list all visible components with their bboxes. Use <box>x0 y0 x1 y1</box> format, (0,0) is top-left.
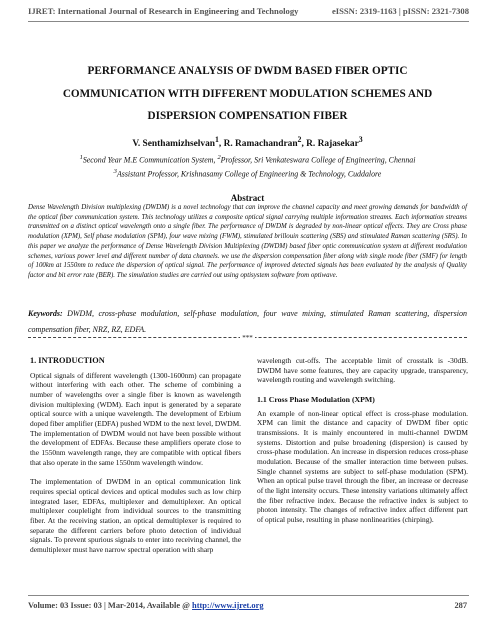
page-footer <box>28 601 467 610</box>
body-paragraph: wavelength cut-offs. The acceptable limit of crosstalk is -30dB. DWDM have some features, they are capacity upgrade, transparency, wavelength routing and wavelength switching. <box>257 356 468 385</box>
author-name: R. Ramachandran <box>223 139 298 150</box>
page-header <box>28 6 469 16</box>
divider-mark: *** <box>242 334 253 342</box>
author-name: R. Rajasekar <box>306 139 359 150</box>
author-list: V. Senthamizhselvan$^1$, R. Ramachandran$^2$, R. Rajasekar$^3$ <box>132 135 363 150</box>
title-line: DISPERSION COMPENSATION FIBER <box>147 110 348 122</box>
body-paragraph: An example of non-linear optical effect is cross-phase modulation. XPM can limit the distance and capacity of DWDM fiber optic transmissions. It is mainly encountered in multi-channel DWDM systems. Distortion and pulse broadening (dispersion) is caused by cross-phase modulation. An increase in dispersion reduces cross-phase modulation. Because of the smaller interaction time between pulses. Single channel systems are subject to self-phase modulation (SPM). When an optical pulse travel through the fiber, an increase or decrease of the light intensity occurs. These intensity variations ultimately affect the fiber refractive index. Because the refractive index is subject to photon intensity. The changes of refractive index affect different part of optical pulse, resulting in phase nonlinearities (chirping). <box>257 408 468 524</box>
keywords-text: DWDM, cross-phase modulation, self-phase modulation, four wave mixing, stimulated Raman scattering, dispersion compensation fiber, NRZ, RZ, EDFA. <box>28 309 467 334</box>
author-sup: 1 <box>214 135 219 144</box>
xpm-heading: 1.1 Cross Phase Modulation (XPM) <box>257 394 375 404</box>
left-column <box>30 356 241 554</box>
abstract-text: Dense Wavelength Division multiplexing (DWDM) is a novel technology that can improve the channel capacity and meet growing demands for bandwidth of the optical fiber communication system. This technology utilizes a composite optical signal carrying multiple information streams. Each information streams transmitted on a distinct optical wavelength onto a single fiber. The performance of DWDM is degraded by non-linear optical effects. They are Cross phase modulation (XPM), Self phase modulation (SPM), four wave mixing (FWM), stimulated brillouin scattering (SBS) and stimulated Raman scattering (SRS). In this paper we analyze the performance of Dense Wavelength Division Multiplexing (DWDM) based fiber optic communication system at different modulation schemes, various power level and different number of data channels. we use the dispersion compensation fiber along with single mode fiber (SMF) for length of 100km at 1550nm to reduce the dispersion of optical signal. The performance of improved detected signals has been evaluated by the analysis of Quality factor and bit error rate (BER). The simulation studies are carried out using optisystem software from optiwave. <box>28 204 467 279</box>
section-divider <box>28 334 467 346</box>
volume-text: Volume: 03 Issue: 03 | Mar-2014, Available @ <box>28 601 193 610</box>
author-name: V. Senthamizhselvan <box>132 139 215 150</box>
title-line: PERFORMANCE ANALYSIS OF DWDM BASED FIBER OPTIC <box>87 65 408 77</box>
issn-info: eISSN: 2319-1163 | pISSN: 2321-7308 <box>331 6 469 16</box>
paper-title <box>30 60 465 128</box>
journal-link[interactable]: http://www.ijret.org <box>192 601 264 610</box>
abstract-heading: Abstract <box>230 193 265 203</box>
affiliation-line <box>30 166 465 180</box>
footer-rule <box>28 595 469 596</box>
keywords-label: Keywords: <box>28 309 63 318</box>
author-sup: 3 <box>358 135 363 144</box>
intro-heading: 1. INTRODUCTION <box>30 356 105 365</box>
affiliations <box>30 152 465 179</box>
right-column <box>257 356 468 525</box>
affil-sup: 2 <box>217 154 221 161</box>
affil-sup: 3 <box>113 167 117 175</box>
affil-text: Assistant Professor, Krishnasamy College of Engineering & Technology, Cuddalore <box>116 169 382 179</box>
header-rule <box>28 21 469 22</box>
affil-text: Second Year M.E Communication System, <box>82 155 218 165</box>
title-line: COMMUNICATION WITH DIFFERENT MODULATION SCHEMES AND <box>62 87 433 100</box>
keywords <box>28 306 467 337</box>
footer-volume <box>28 601 264 610</box>
affil-sup: 1 <box>79 154 83 161</box>
page-number: 287 <box>454 601 467 610</box>
affil-text: Professor, Sri Venkateswara College of Engineering, Chennai <box>220 155 416 165</box>
body-paragraph: Optical signals of different wavelength (1300-1600nm) can propagate without interfering with each other. The scheme of combining a number of wavelengths over a single fiber is known as wavelength division multiplexing (WDM). Each input is generated by a separate optical source with a unique wavelength. The development of Erbium doped fiber amplifier (EDFA) pushed WDM to the next level, DWDM. The implementation of DWDM would not have been possible without the development of EDFAs. Because these amplifiers operate close to the 1550nm wavelength range, they are compatible with optical fibers that also operate in the same 1550nm wavelength window. <box>30 370 241 467</box>
journal-name: IJRET: International Journal of Research in Engineering and Technology <box>28 6 299 16</box>
affiliation-line <box>30 152 465 166</box>
author-sup: 2 <box>297 135 302 144</box>
body-paragraph: The implementation of DWDM in an optical communication link requires special optical devices and optical modules such as low chirp integrated laser, EDFAs, multiplexer and demultiplexer. An optical multiplexer couplelight from individual sources to the transmitting fiber. At the receiving station, an optical demultiplexer is required to separate the different carriers before photo detection of individual signals. To prevent spurious signals to enter into receiving channel, the demultiplexer must have narrow spectral operation with sharp <box>30 477 241 554</box>
